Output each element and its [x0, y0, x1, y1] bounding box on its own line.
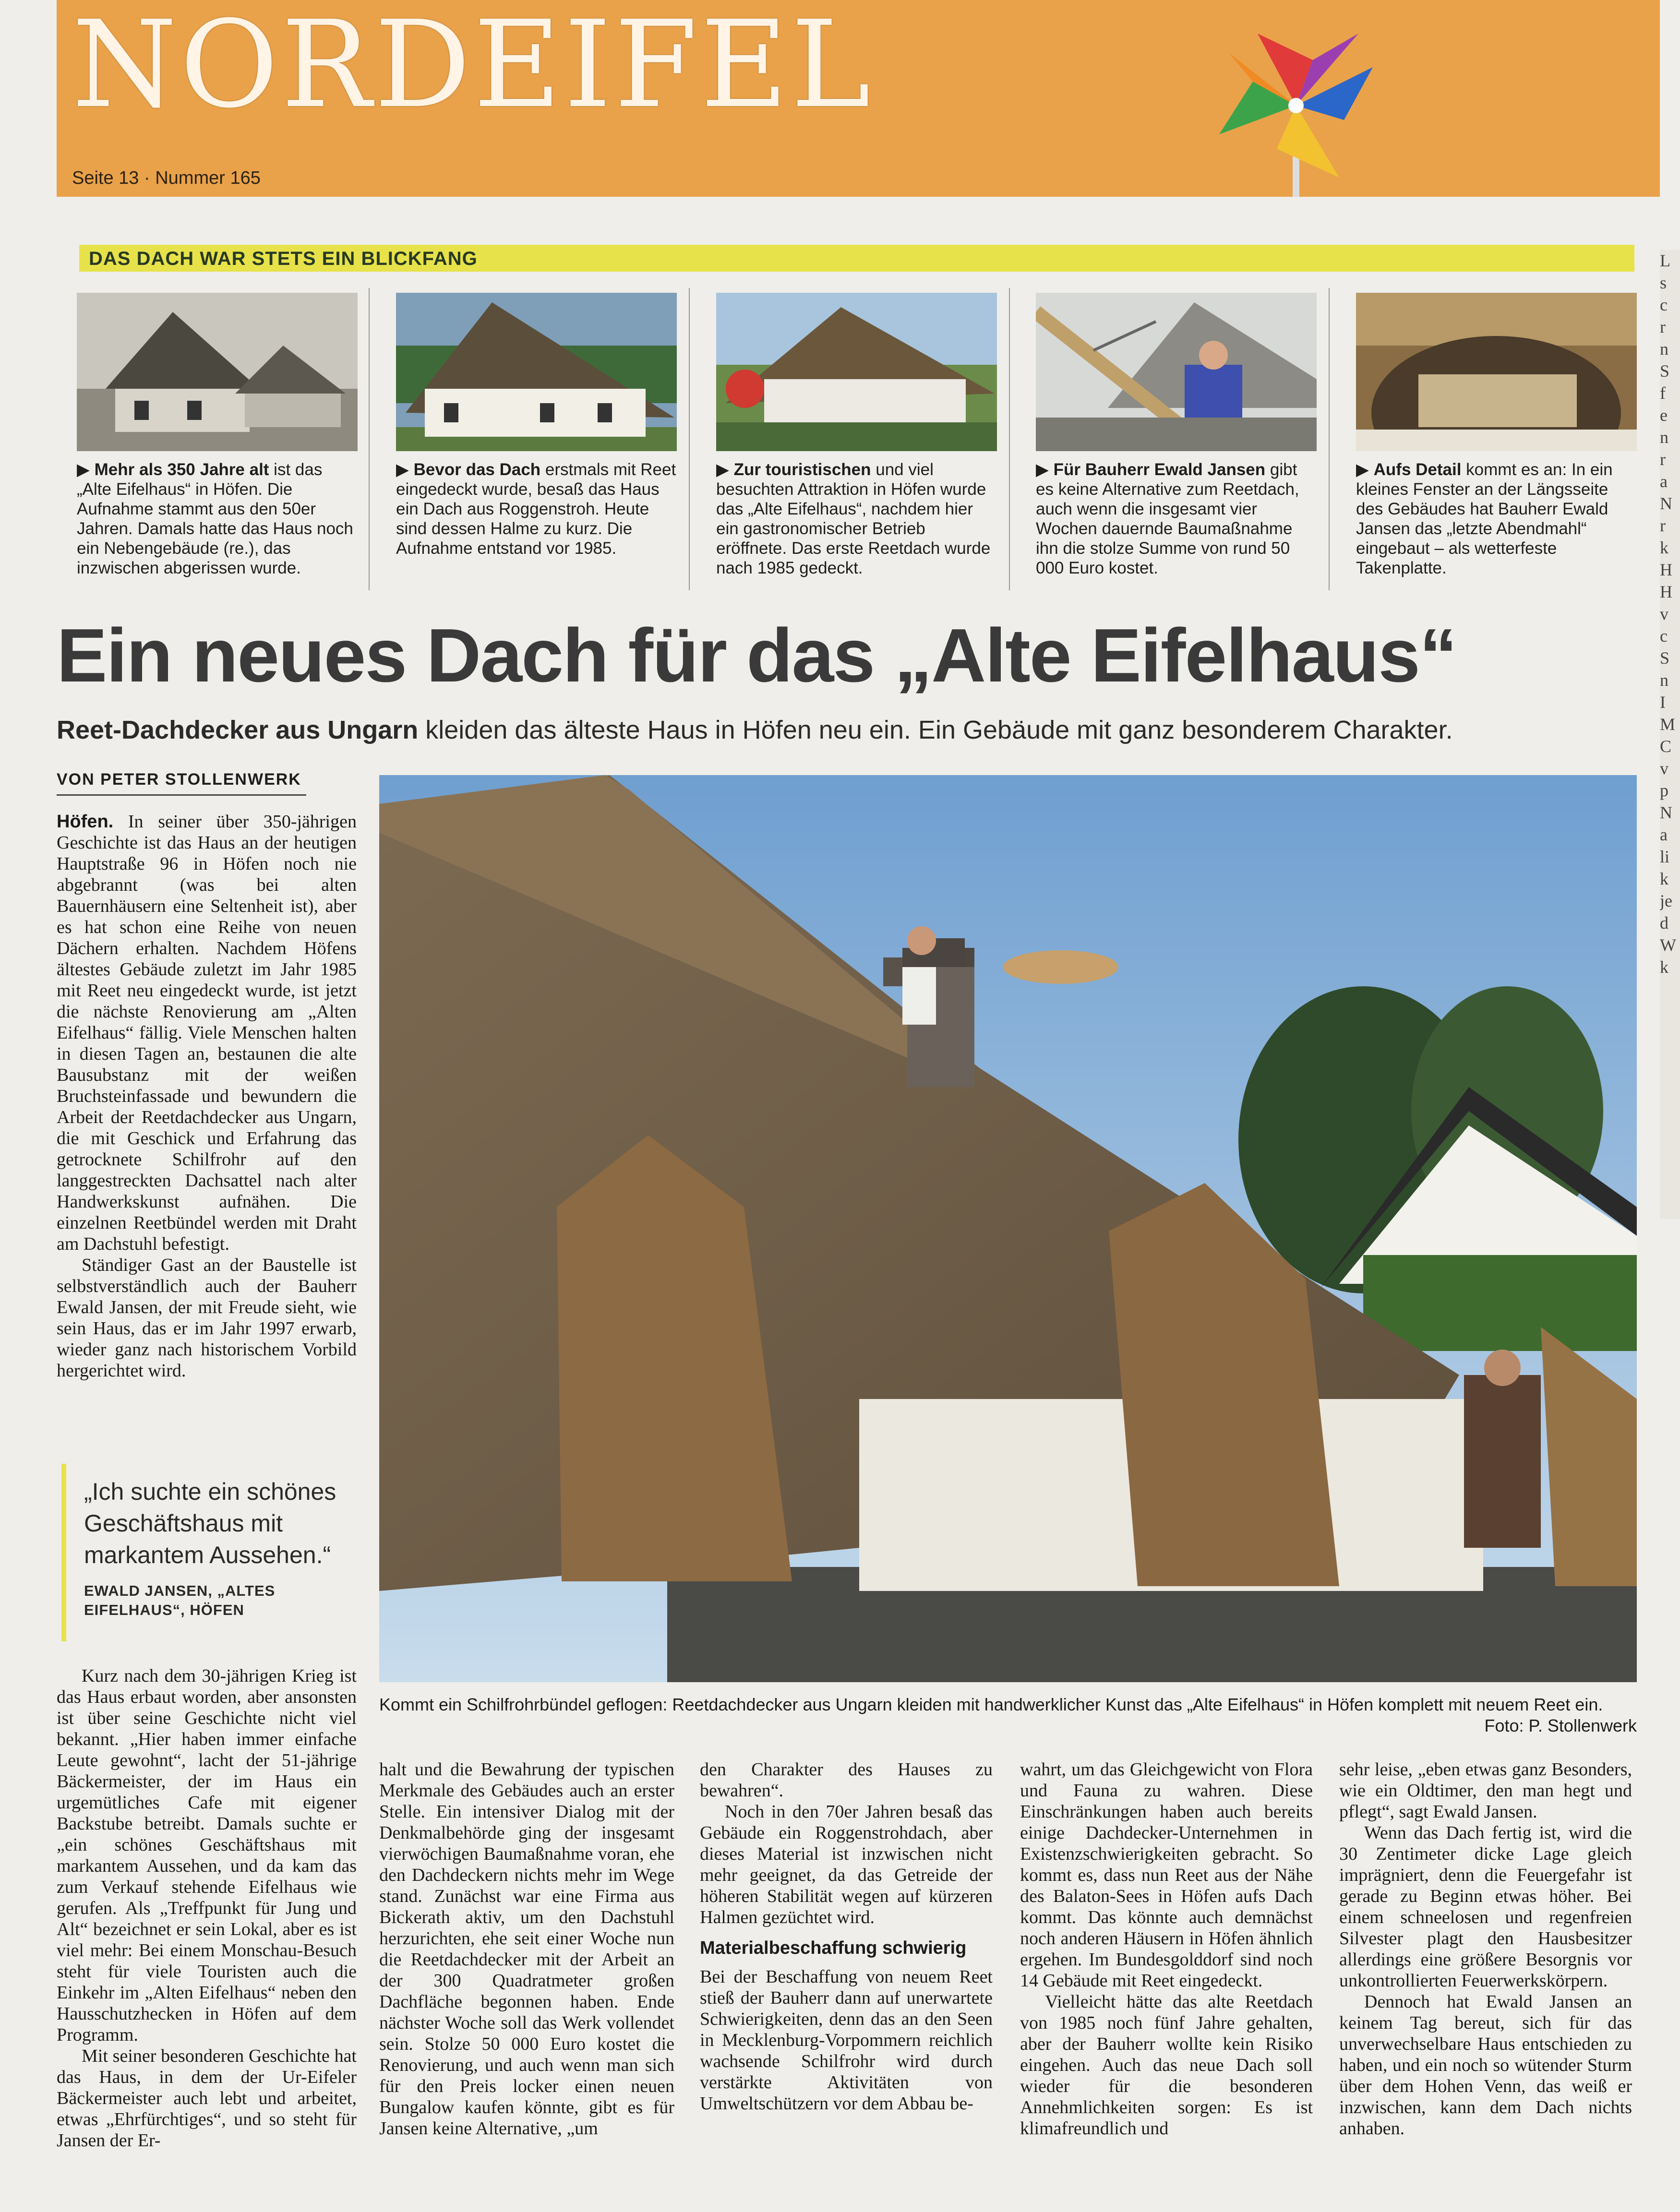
- edge-letter: S: [1660, 361, 1670, 381]
- masthead: NORDEIFEL: [72, 0, 874, 134]
- edge-letter: H: [1660, 560, 1672, 579]
- article-column-4: wahrt, um das Gleichgewicht von Flora und Fauna zu wahren. Diese Einschränkungen haben auch bereits einige Dachdecker-Unternehmen in Existenzschwierigkeiten gebracht. So kommt es, dass nun Reet aus der Nähe des Balaton-Sees in Höfen aufs Dach kommt. Das könnte auch demnächst noch anderen Häusern in Höfen ähnlich ergehen. Im Bundesgolddorf sind noch 14 Gebäude mit Reet eingedeckt. Vielleicht hätte das alte Reetdach von 1985 noch fünf Jahre gehalten, aber der Bauherr wollte kein Risiko eingehen. Auch das neue Dach soll wieder für die besonderen Annehmlichkeiten sorgen: Es ist klimafreundlich und: [1020, 1759, 1313, 2139]
- column-divider: [689, 288, 690, 590]
- article-column-1: Höfen. In seiner über 350-jährigen Geschichte ist das Haus an der heutigen Hauptstraße 96 in Höfen noch nie abgebrannt (was bei alten Bauernhäusern eine Seltenheit ist), aber es hat schon eine Reihe von neuen Dächern erhalten. Nachdem Höfens ältestes Gebäude zuletzt im Jahr 1985 mit Reet neu eingedeckt wurde, ist jetzt die nächste Renovierung am „Alten Eifelhaus“ fällig. Viele Menschen halten in diesen Tagen an, bestaunen die alte Bausubstanz mit der weißen Bruchsteinfassade und bewundern die Arbeit der Reetdachdecker aus Ungarn, die mit Geschick und Erfahrung das getrocknete Schilfrohr auf den langgestreckten Dachsattel nach alter Handwerkskunst aufnähen. Die einzelnen Reetbündel werden mit Draht am Dachstuhl befestigt. Ständiger Gast an der Baustelle ist selbstverständlich auch der Bauherr Ewald Jansen, der mit Freude sieht, wie sein Haus, das er im Jahr 1997 erwarb, wieder ganz nach historischem Vorbild hergerichtet wird.: [57, 812, 357, 1381]
- strip-title: DAS DACH WAR STETS EIN BLICKFANG: [89, 248, 478, 269]
- edge-letter: n: [1660, 428, 1668, 447]
- thumbnail-photo-gastronomy: [716, 293, 997, 451]
- byline: VON PETER STOLLENWERK: [57, 770, 301, 789]
- edge-letter: r: [1660, 317, 1666, 336]
- thumbnail-photo-roggenstroh: [396, 293, 677, 451]
- article-headline: Ein neues Dach für das „Alte Eifelhaus“: [57, 613, 1456, 698]
- thumbnail-caption: ▶ Für Bauherr Ewald Jansen gibt es keine Alternative zum Reetdach, auch wenn die insgesamt vier Wochen dauernde Baumaßnahme ihn die stolze Summe von rund 50 000 Euro kostet.: [1036, 460, 1299, 577]
- edge-letter: a: [1660, 472, 1668, 491]
- article-column-2: halt und die Bewahrung der typischen Merkmale des Gebäudes auch an erster Stelle. Ein intensiver Dialog mit der Denkmalbehörde ging der insgesamt vierwöchigen Baumaßnahme voran, ehe den Dachdeckern nichts mehr im Wege stand. Zunächst war eine Firma aus Bickerath aktiv, um den Dachstuhl herzurichten, ehe seit einer Woche nun die Reetdachdecker mit der Arbeit an der 300 Quadratmeter großen Dachfläche begonnen haben. Ende nächster Woche soll das Werk vollendet sein. Stolze 50 000 Euro kostet die Renovierung, und auch wenn man sich für den Preis locker einen neuen Bungalow kaufen könnte, gibt es für Jansen keine Alternative, „um: [379, 1759, 674, 2139]
- edge-letter: r: [1660, 516, 1666, 535]
- edge-letter: e: [1660, 406, 1668, 425]
- pinwheel-icon: [1200, 14, 1392, 197]
- edge-letter: n: [1660, 339, 1668, 359]
- edge-letter: S: [1660, 648, 1670, 668]
- adjacent-page-edge: [1660, 250, 1680, 1219]
- thumbnail-photo-detail: [1356, 293, 1637, 451]
- edge-letter: v: [1660, 759, 1668, 778]
- edge-letter: f: [1660, 383, 1666, 403]
- edge-letter: k: [1660, 957, 1668, 977]
- article-column-3: den Charakter des Hauses zu bewahren“. Noch in den 70er Jahren besaß das Gebäude ein Roggenstrohdach, aber dieses Material ist inzwischen nicht mehr geeignet, da das Getreide der höheren Stabilität wegen auf kürzeren Halmen gezüchtet wird. Materialbeschaffung schwierig Bei der Beschaffung von neuem Reet stieß der Bauherr dann auf unerwartete Schwierigkeiten, denn das an den Seen in Mecklenburg-Vorpommern reichlich wachsende Schilfrohr wird durch verstärkte Aktivitäten von Umweltschützern vor dem Abbau be-: [700, 1759, 993, 2114]
- article-column-5: sehr leise, „eben etwas ganz Besonders, wie ein Oldtimer, den man hegt und pflegt“, sagt Ewald Jansen. Wenn das Dach fertig ist, wird die 30 Zentimeter dicke Lage gleich imprägniert, denn die Feuergefahr ist gerade zu Beginn etwas höher. Bei einem schneelosen und regenfreien Silvester plagt den Hausbesitzer allerdings eine größere Besorgnis vor unkontrollierten Feuerwerkskörpern. Dennoch hat Ewald Jansen an keinem Tag bereut, sich für das unverwechselbare Haus entschieden zu haben, und ein noch so wütender Sturm über dem Hohen Venn, das weiß er inzwischen, kann dem Dach nichts anhaben.: [1339, 1759, 1632, 2139]
- edge-letter: a: [1660, 825, 1668, 844]
- edge-letter: I: [1660, 693, 1666, 712]
- edge-letter: L: [1660, 251, 1670, 270]
- thumbnail-caption: ▶ Aufs Detail kommt es an: In ein kleines Fenster an der Längsseite des Gebäudes hat Bauherr Ewald Jansen das „letzte Abendmahl“ eingebaut – als wetterfeste Takenplatte.: [1356, 460, 1613, 577]
- edge-letter: N: [1660, 494, 1672, 513]
- issue-meta: Seite 13 · Nummer 165: [72, 168, 261, 188]
- edge-letter: k: [1660, 869, 1668, 888]
- thumbnail-photo-1950s: [77, 293, 358, 451]
- quote-accent-bar: [61, 1464, 66, 1641]
- main-photo-thatched-roof: [379, 775, 1637, 1682]
- edge-letter: d: [1660, 913, 1668, 933]
- edge-letter: W: [1660, 935, 1676, 955]
- subheading: Materialbeschaffung schwierig: [700, 1938, 967, 1958]
- pull-quote-source: EWALD JANSEN, „ALTES EIFELHAUS“, HÖFEN: [84, 1582, 276, 1618]
- thumbnail-caption: ▶ Bevor das Dach erstmals mit Reet eingedeckt wurde, besaß das Haus ein Dach aus Roggenstroh. Heute sind dessen Halme zu kurz. Die Aufnahme entstand vor 1985.: [396, 460, 676, 558]
- photo-credit: Foto: P. Stollenwerk: [1484, 1716, 1637, 1735]
- edge-letter: H: [1660, 582, 1672, 601]
- edge-letter: C: [1660, 737, 1672, 756]
- thumbnail-caption: ▶ Zur touristischen und viel besuchten Attraktion in Höfen wurde das „Alte Eifelhaus“, nachdem hier ein gastronomischer Betrieb eröffnete. Das erste Reetdach wurde nach 1985 gedeckt.: [716, 460, 991, 577]
- photo-caption: Kommt ein Schilfrohrbündel geflogen: Reetdachdecker aus Ungarn kleiden mit handwerklicher Kunst das „Alte Eifelhaus“ in Höfen komplett mit neuem Reet ein.: [379, 1695, 1603, 1714]
- edge-letter: k: [1660, 538, 1668, 557]
- edge-letter: N: [1660, 803, 1672, 822]
- pull-quote: „Ich suchte ein schönes Geschäftshaus mit markantem Aussehen.“: [84, 1478, 336, 1568]
- edge-letter: r: [1660, 450, 1666, 469]
- edge-letter: v: [1660, 604, 1668, 623]
- thumbnail-photo-bauherr: [1036, 293, 1317, 451]
- edge-letter: c: [1660, 295, 1668, 314]
- column-divider: [369, 288, 370, 590]
- column-divider: [1009, 288, 1010, 590]
- edge-letter: p: [1660, 781, 1668, 800]
- article-subline: Reet-Dachdecker aus Ungarn kleiden das älteste Haus in Höfen neu ein. Ein Gebäude mit ganz besonderem Charakter.: [57, 716, 1453, 744]
- edge-letter: n: [1660, 670, 1668, 690]
- byline-rule: [57, 794, 306, 796]
- edge-letter: c: [1660, 626, 1668, 646]
- edge-letter: s: [1660, 273, 1667, 292]
- edge-letter: je: [1660, 891, 1672, 910]
- thumbnail-caption: ▶ Mehr als 350 Jahre alt ist das „Alte Eifelhaus“ in Höfen. Die Aufnahme stammt aus den 50er Jahren. Damals hatte das Haus noch ein Nebengebäude (re.), das inzwischen abgerissen wurde.: [77, 460, 353, 577]
- edge-letter: M: [1660, 715, 1676, 734]
- edge-letter: li: [1660, 847, 1670, 866]
- column-divider: [1329, 288, 1330, 590]
- article-column-1-continued: Kurz nach dem 30-jährigen Krieg ist das Haus erbaut worden, aber ansonsten ist über seine Geschichte nicht viel bekannt. „Hier haben immer einfache Leute gewohnt“, lacht der 51-jährige Bäckermeister, der im Haus ein urgemütliches Cafe mit eigener Backstube betreibt. Damals suchte er „ein schönes Geschäftshaus mit markantem Aussehen, und da kam das zum Verkauf stehende Eifelhaus wie gerufen. Als „Treffpunkt für Jung und Alt“ bezeichnet er sein Lokal, aber es ist viel mehr: Bei einem Monschau-Besuch steht für viele Touristen auch die Einkehr im „Alten Eifelhaus“ neben den Hausschutzhecken in Höfen auf dem Programm. Mit seiner besonderen Geschichte hat das Haus, in dem der Ur-Eifeler Bäckermeister auch lebt und arbeitet, etwas „Ehrfürchtiges“, und so steht für Jansen der Er-: [57, 1666, 357, 2151]
